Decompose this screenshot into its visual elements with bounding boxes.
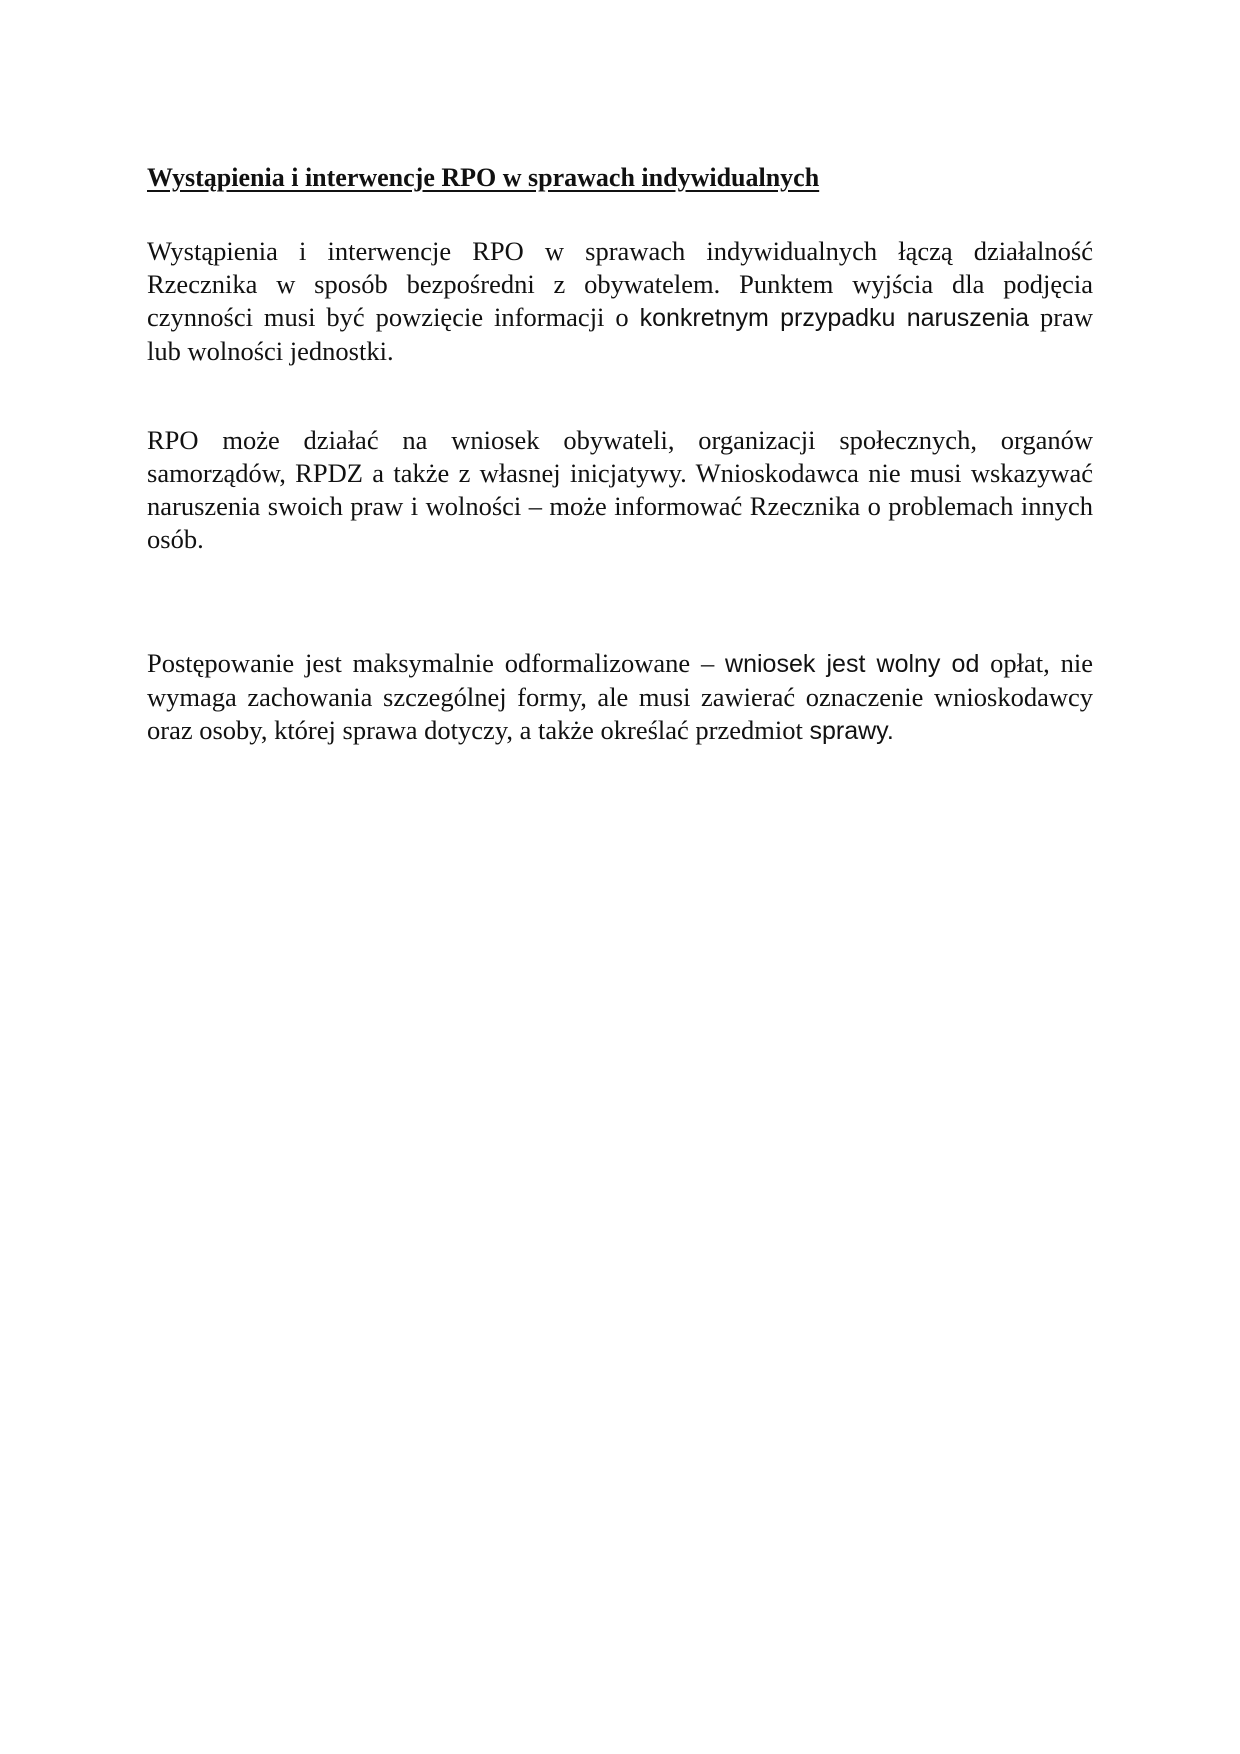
document-body (147, 158, 1093, 748)
paragraph-1 (147, 235, 1093, 368)
paragraph-1-text-start: Wystąpienia i interwencje RPO w sprawach indywidualnych łączą działalność Rzecznika w sposób bezpośredni z obywatelem. Punktem wyjścia dla podjęcia czynności musi być powzięcie informacji o (147, 236, 1093, 332)
paragraph-3 (147, 647, 1093, 748)
paragraph-3-emphasis-end: sprawy. (809, 717, 894, 745)
document-title: Wystąpienia i interwencje RPO w sprawach indywidualnych (147, 163, 820, 192)
paragraph-1-emphasis: konkretnym przypadku naruszenia (639, 304, 1030, 332)
paragraph-3-text-start: Postępowanie jest maksymalnie odformalizowane – (147, 648, 726, 678)
paragraph-3-emphasis: wniosek jest wolny od (725, 650, 980, 678)
paragraph-1-text-end: praw lub wolności jednostki. (147, 302, 1093, 366)
paragraph-2-text: RPO może działać na wniosek obywateli, organizacji społecznych, organów samorządów, RPDZ a także z własnej inicjatywy. Wnioskodawca nie musi wskazywać naruszenia swoich praw i wolności – może informować Rzecznika o problemach innych osób. (147, 425, 1093, 554)
paragraph-2 (147, 424, 1093, 556)
paragraph-3-text-middle: opłat, nie wymaga zachowania szczególnej formy, ale musi zawierać oznaczenie wnioskodawcy oraz osoby, której sprawa dotyczy, a także określać przedmiot (147, 648, 1093, 745)
